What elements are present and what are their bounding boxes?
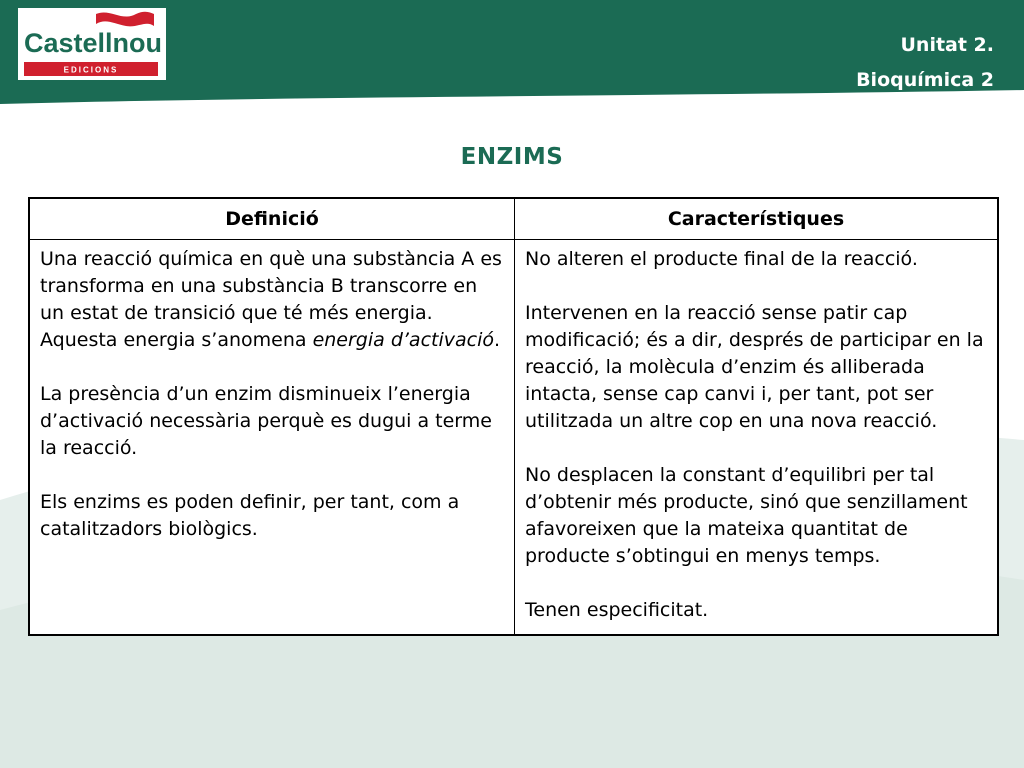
unit-label bbox=[856, 28, 994, 98]
characteristic-item: Intervenen en la reacció sense patir cap modificació; és a dir, després de participar en la reacció, la molècula d’enzim és alliberada intacta, sense cap canvi i, per tant, pot ser utilitzada un altre cop en una nova reacció. bbox=[525, 302, 984, 432]
header-characteristics: Característiques bbox=[515, 198, 999, 240]
unit-topic: Bioquímica 2 bbox=[856, 69, 994, 91]
definition-cell bbox=[29, 240, 515, 636]
characteristic-item: No desplacen la constant d’equilibri per tal d’obtenir més producte, sinó que senzillament afavoreixen que la mateixa quantitat de producte s’obtingui en menys temps. bbox=[525, 464, 968, 567]
italic-term: energia d’activació bbox=[312, 329, 494, 351]
definition-paragraph-1: Una reacció química en què una substància A es transforma en una substància B transcorre en un estat de transició que té més energia. Aquesta energia s’anomena energia d’activació. bbox=[40, 248, 502, 351]
definition-paragraph-3: Els enzims es poden definir, per tant, com a catalitzadors biològics. bbox=[40, 491, 460, 540]
characteristic-item: No alteren el producte final de la reacció. bbox=[525, 248, 918, 270]
enzymes-table bbox=[28, 197, 999, 636]
characteristic-item: Tenen especificitat. bbox=[525, 599, 709, 621]
table-header-row bbox=[29, 198, 998, 240]
unit-number: Unitat 2. bbox=[900, 34, 994, 56]
logo-sub: EDICIONS bbox=[63, 65, 119, 75]
logo-name: Castellnou bbox=[24, 28, 163, 58]
table-row bbox=[29, 240, 998, 636]
characteristics-cell bbox=[515, 240, 999, 636]
definition-paragraph-2: La presència d’un enzim disminueix l’energia d’activació necessària perquè es dugui a terme la reacció. bbox=[40, 383, 492, 459]
castellnou-logo bbox=[18, 8, 166, 80]
page-title: ENZIMS bbox=[460, 144, 564, 170]
header-definition: Definició bbox=[29, 198, 515, 240]
